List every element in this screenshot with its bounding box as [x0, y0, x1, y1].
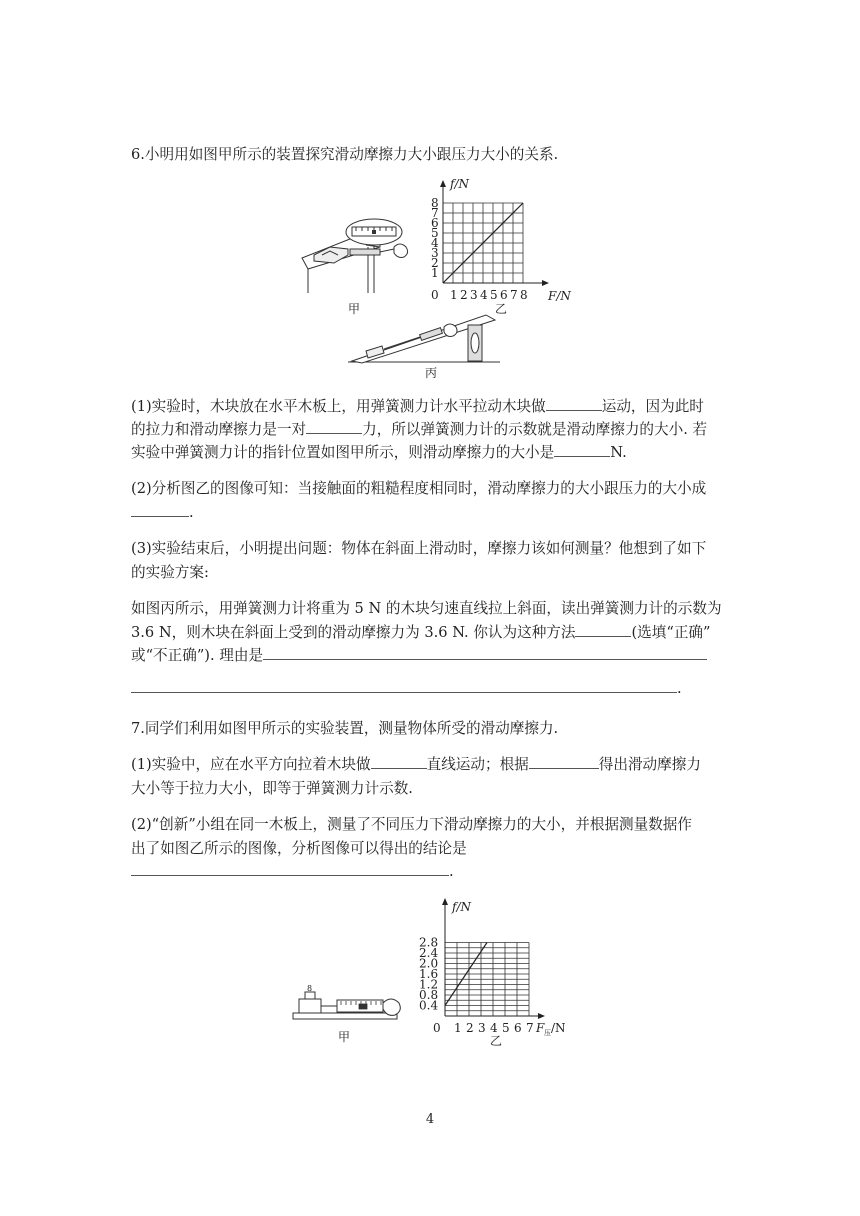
q7-y-tick-label: 2.0	[419, 956, 439, 971]
q6-fig-jia	[302, 219, 408, 316]
q7-fig-yi-label: 乙	[490, 1034, 503, 1048]
q6-blank-motion[interactable]	[546, 394, 602, 411]
q6-graph	[431, 177, 571, 316]
q6-x-tick-label: 5	[490, 288, 498, 302]
q6-part1-line1: (1)实验时，木块放在水平木板上，用弹簧测力计水平拉动木块做 运动，因为此时	[131, 394, 731, 420]
q6-part4-line4: .	[131, 676, 731, 702]
q7-graph	[419, 898, 566, 1048]
q7-x-tick-label: 0	[433, 1021, 441, 1035]
q7-blank-motion[interactable]	[371, 752, 427, 769]
q6-part1-line2: 的拉力和滑动摩擦力是一对 力，所以弹簧测力计的示数就是滑动摩擦力的大小. 若	[131, 417, 731, 443]
q7-fig-jia	[293, 984, 400, 1044]
q6-y-tick-label: 2	[431, 256, 439, 270]
q6-blank-method[interactable]	[575, 620, 631, 637]
q7-x-tick-label: 4	[490, 1021, 498, 1035]
q7-blank-principle[interactable]	[529, 752, 599, 769]
q6-part3-line1: (3)实验结束后，小明提出问题：物体在斜面上滑动时，摩擦力该如何测量？他想到了如下	[131, 540, 707, 557]
q6-part2-line2: .	[131, 500, 731, 526]
q6-x-axis-label: F/N	[548, 289, 571, 303]
q6-part1-line3: 实验中弹簧测力计的指针位置如图甲所示，则滑动摩擦力的大小是 N.	[131, 440, 731, 466]
q6-x-tick-label: 7	[510, 288, 518, 302]
q7-blank-conclusion[interactable]	[131, 859, 449, 876]
q6-x-tick-label: 4	[480, 288, 488, 302]
q6-fig-yi-label: 乙	[495, 302, 508, 316]
q6-part4-line1: 如图丙所示，用弹簧测力计将重为 5 N 的木块匀速直线拉上斜面，读出弹簧测力计的示数为	[131, 600, 722, 617]
q6-blank-proportion[interactable]	[131, 500, 189, 517]
q7-fig-jia-label: 甲	[338, 1030, 351, 1044]
q6-fig-bing	[348, 315, 500, 380]
page-number: 4	[425, 1112, 435, 1127]
q7-part2-line2: 出了如图乙所示的图像，分析图像可以得出的结论是	[131, 840, 467, 857]
q7-part1-line2: 大小等于拉力大小，即等于弹簧测力计示数.	[131, 780, 413, 797]
q7-y-tick-label: 0.4	[419, 998, 439, 1013]
q6-figure	[290, 175, 590, 385]
q6-x-tick-label: 0	[431, 288, 439, 302]
q7-part1-line1: (1)实验中，应在水平方向拉着木块做 直线运动；根据 得出滑动摩擦力	[131, 752, 731, 778]
q7-y-tick-label: 2.4	[419, 946, 439, 960]
q7-x-axis-label: F	[536, 1021, 545, 1035]
q7-y-tick-label: 2.8	[419, 935, 439, 950]
q6-part4-line2: 3.6 N，则木块在斜面上受到的滑动摩擦力为 3.6 N. 你认为这种方法 (选填“正确”	[131, 620, 731, 646]
q6-part4-line3: 或“不正确”). 理由是	[131, 643, 731, 669]
q7-part2-line3: .	[131, 859, 731, 885]
q6-title: 6.小明用如图甲所示的装置探究滑动摩擦力大小跟压力大小的关系.	[131, 146, 559, 163]
q6-blank-force-pair[interactable]	[306, 417, 362, 434]
q7-part2-line1: (2)“创新”小组在同一木板上，测量了不同压力下滑动摩擦力的大小，并根据测量数据作	[131, 816, 692, 833]
q7-y-tick-label: 1.2	[419, 977, 439, 992]
q6-y-tick-label: 6	[431, 216, 439, 230]
q6-y-tick-label: 7	[431, 206, 439, 220]
q6-y-tick-label: 4	[431, 236, 439, 250]
q7-weight-label: 8	[307, 984, 313, 993]
q6-blank-reason-1[interactable]	[263, 643, 707, 660]
q6-x-tick-label: 2	[460, 288, 468, 302]
q6-y-tick-label: 5	[431, 226, 439, 240]
q7-x-tick-label: 3	[478, 1021, 486, 1035]
q6-y-axis-label: f/N	[450, 177, 469, 191]
q6-blank-friction-value[interactable]	[554, 440, 610, 457]
q6-y-tick-label: 3	[431, 246, 439, 260]
q7-x-axis-unit: /N	[551, 1021, 566, 1035]
q7-y-tick-label: 0.8	[419, 988, 439, 1002]
q6-x-tick-label: 3	[470, 288, 478, 302]
q6-x-tick-label: 1	[450, 288, 458, 302]
q7-figure	[285, 895, 585, 1050]
q7-y-tick-label: 1.6	[419, 967, 439, 981]
q6-fig-jia-label: 甲	[348, 302, 361, 316]
q7-scale-pointer	[359, 1004, 367, 1009]
q6-y-tick-label: 8	[431, 196, 439, 210]
q7-x-tick-label: 5	[502, 1021, 510, 1035]
q6-x-tick-label: 8	[520, 288, 528, 302]
q7-x-tick-label: 1	[454, 1021, 462, 1035]
q6-part3-line2: 的实验方案:	[131, 564, 209, 581]
q7-title: 7.同学们利用如图甲所示的实验装置，测量物体所受的滑动摩擦力.	[131, 720, 559, 737]
q6-part2-line1: (2)分析图乙的图像可知：当接触面的粗糙程度相同时，滑动摩擦力的大小跟压力的大小成	[131, 480, 707, 497]
q7-x-axis-sub: 压	[544, 1029, 551, 1037]
q6-fig-bing-label: 丙	[425, 366, 438, 380]
q6-x-tick-label: 6	[500, 288, 508, 302]
q6-blank-reason-2[interactable]	[131, 676, 677, 693]
q6-y-tick-label: 1	[431, 266, 439, 280]
q7-x-tick-label: 7	[526, 1021, 534, 1035]
q7-x-tick-label: 2	[466, 1021, 474, 1035]
q7-x-tick-label: 6	[514, 1021, 522, 1035]
q7-y-axis-label: f/N	[452, 900, 471, 914]
